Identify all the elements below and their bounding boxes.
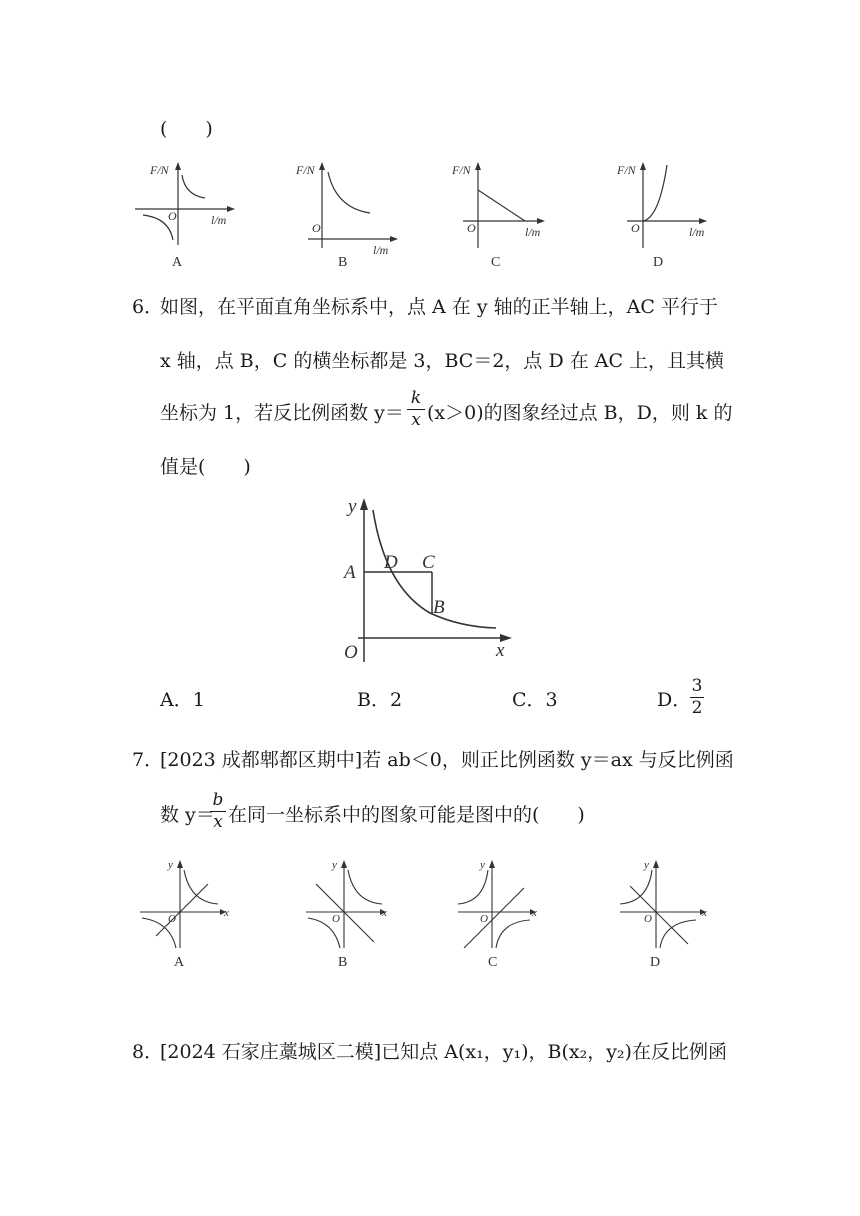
axis-label-x: x [224,907,229,919]
question-text-line: 在同一坐标系中的图象可能是图中的( ) [228,804,585,826]
point-label-o: O [344,642,358,663]
graph-q5-a [135,160,255,270]
fraction-denominator: x [411,410,421,430]
origin-label: O [467,221,476,235]
graph-q7-b [304,856,404,971]
graph-label: D [653,255,664,270]
option-c[interactable]: C．3 [512,689,558,711]
graph-q7-c [454,856,554,971]
point-label-a: A [344,562,356,583]
axis-label-f: F/N [617,163,636,177]
origin-label: O [168,209,177,223]
fraction-denominator: x [213,812,223,832]
option-a[interactable]: A．1 [160,689,205,711]
axis-label-y: y [480,859,485,871]
fraction-denominator: 2 [691,698,703,718]
q6-figure [340,492,520,662]
axis-label-l: l/m [373,243,389,257]
axis-label-l: l/m [211,213,227,227]
question-number: 7． [132,749,164,771]
question-number: 8． [132,1041,164,1063]
answer-bracket: ( ) [160,118,213,140]
fraction-k-over-x [407,390,425,429]
option-b[interactable]: B．2 [357,689,403,711]
option-d-fraction [690,678,704,717]
graph-label: B [338,255,348,270]
graph-label: C [488,955,498,970]
question-text-line: 值是( ) [160,456,251,478]
axis-label-x: x [702,907,707,919]
question-text-line: x 轴，点 B，C 的横坐标都是 3，BC＝2，点 D 在 AC 上，且其横 [160,350,725,372]
graph-q7-a [138,856,238,971]
axis-label-l: l/m [689,225,705,239]
question-text-line: 数 y＝ [160,804,215,826]
graph-q5-d [617,160,737,270]
question-text-line: [2024 石家庄藁城区二模]已知点 A(x₁，y₁)，B(x₂，y₂)在反比例函 [160,1041,727,1063]
fraction-b-over-x [210,792,226,831]
origin-label: O [644,913,652,925]
origin-label: O [631,221,640,235]
fraction-numerator: b [212,790,224,810]
option-d[interactable]: D． [657,689,692,711]
graph-label: D [650,955,661,970]
axis-label-l: l/m [525,225,541,239]
axis-label-y: y [348,496,357,517]
axis-label-x: x [382,907,387,919]
graph-label: A [174,955,185,970]
origin-label: O [312,221,321,235]
question-number: 6． [132,296,164,318]
graph-q5-b [298,160,418,270]
axis-label-f: F/N [452,163,471,177]
graph-label: A [172,255,183,270]
axis-label-x: x [532,907,537,919]
question-text-line: [2023 成都郫都区期中]若 ab＜0，则正比例函数 y＝ax 与反比例函 [160,749,734,771]
axis-label-x: x [496,640,505,661]
graph-label: C [491,255,501,270]
origin-label: O [168,913,176,925]
fraction-numerator: 3 [691,676,703,696]
question-text-line: (x＞0)的图象经过点 B，D，则 k 的 [427,402,733,424]
graph-q7-d [616,856,716,971]
axis-label-y: y [168,859,173,871]
point-label-d: D [384,552,398,573]
question-text-line: 如图，在平面直角坐标系中，点 A 在 y 轴的正半轴上，AC 平行于 [160,296,718,318]
graph-label: B [338,955,348,970]
graph-q5-c [452,160,575,270]
axis-label-f: F/N [296,163,315,177]
point-label-b: B [433,597,445,618]
axis-label-f: F/N [150,163,169,177]
point-label-c: C [422,552,435,573]
origin-label: O [480,913,488,925]
question-text-line: 坐标为 1，若反比例函数 y＝ [160,402,404,424]
fraction-numerator: k [410,388,422,408]
axis-label-y: y [332,859,337,871]
axis-label-y: y [644,859,649,871]
origin-label: O [332,913,340,925]
